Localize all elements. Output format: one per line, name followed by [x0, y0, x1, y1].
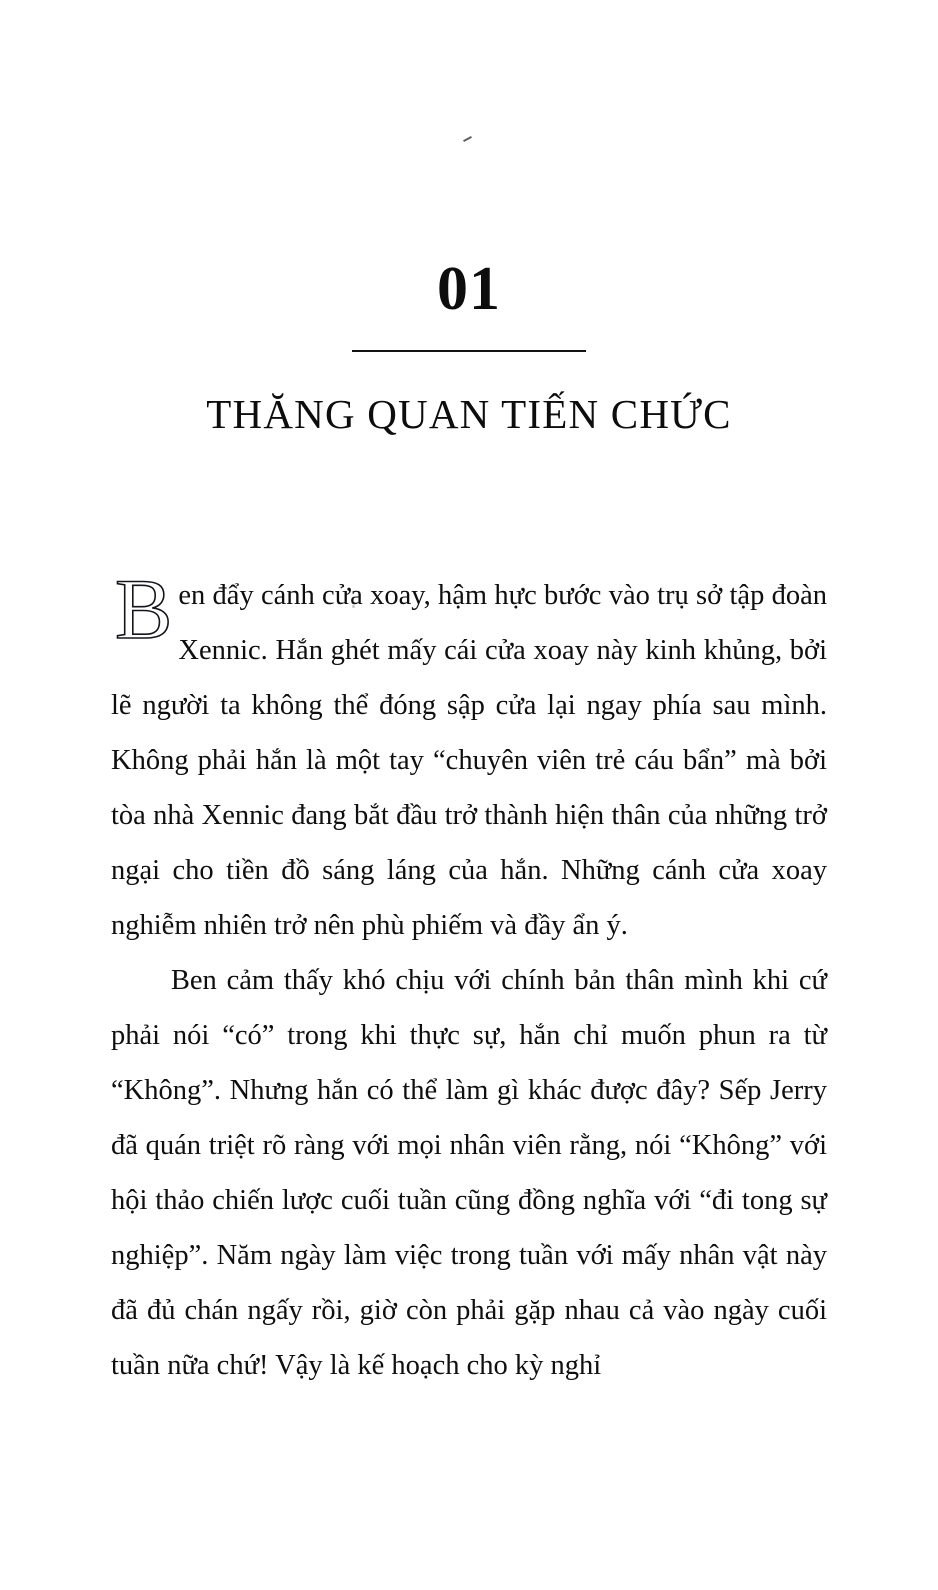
- paragraph-second: Ben cảm thấy khó chịu với chính bản thân mình khi cứ phải nói “có” trong khi thực sự, hắn chỉ muốn phun ra từ “Không”. Nhưng hắn có thể làm gì khác được đây? Sếp Jerry đã quán triệt rõ ràng với mọi nhân viên rằng, nói “Không” với hội thảo chiến lược cuối tuần cũng đồng nghĩa với “đi tong sự nghiệp”. Năm ngày làm việc trong tuần với mấy nhân vật này đã đủ chán ngấy rồi, giờ còn phải gặp nhau cả vào ngày cuối tuần nữa chứ! Vậy là kế hoạch cho kỳ nghỉ: [111, 965, 827, 1381]
- chapter-title: THĂNG QUAN TIẾN CHỨC: [206, 391, 732, 437]
- chapter-divider-rule: [352, 350, 586, 352]
- paragraph-first: [111, 561, 827, 953]
- paragraph-first-text: en đẩy cánh cửa xoay, hậm hực bước vào trụ sở tập đoàn Xennic. Hắn ghét mấy cái cửa xoay này kinh khủng, bởi lẽ người ta không thể đóng sập cửa lại ngay phía sau mình. Không phải hắn là một tay “chuyên viên trẻ cáu bẩn” mà bởi tòa nhà Xennic đang bắt đầu trở thành hiện thân của những trở ngại cho tiền đồ sáng láng của hắn. Những cánh cửa xoay nghiễm nhiên trở nên phù phiếm và đầy ẩn ý.: [111, 580, 827, 941]
- drop-cap-letter: B: [115, 561, 173, 657]
- body-text-block: [111, 438, 827, 1393]
- chapter-number: 01: [437, 255, 501, 323]
- chapter-header: [0, 0, 938, 438]
